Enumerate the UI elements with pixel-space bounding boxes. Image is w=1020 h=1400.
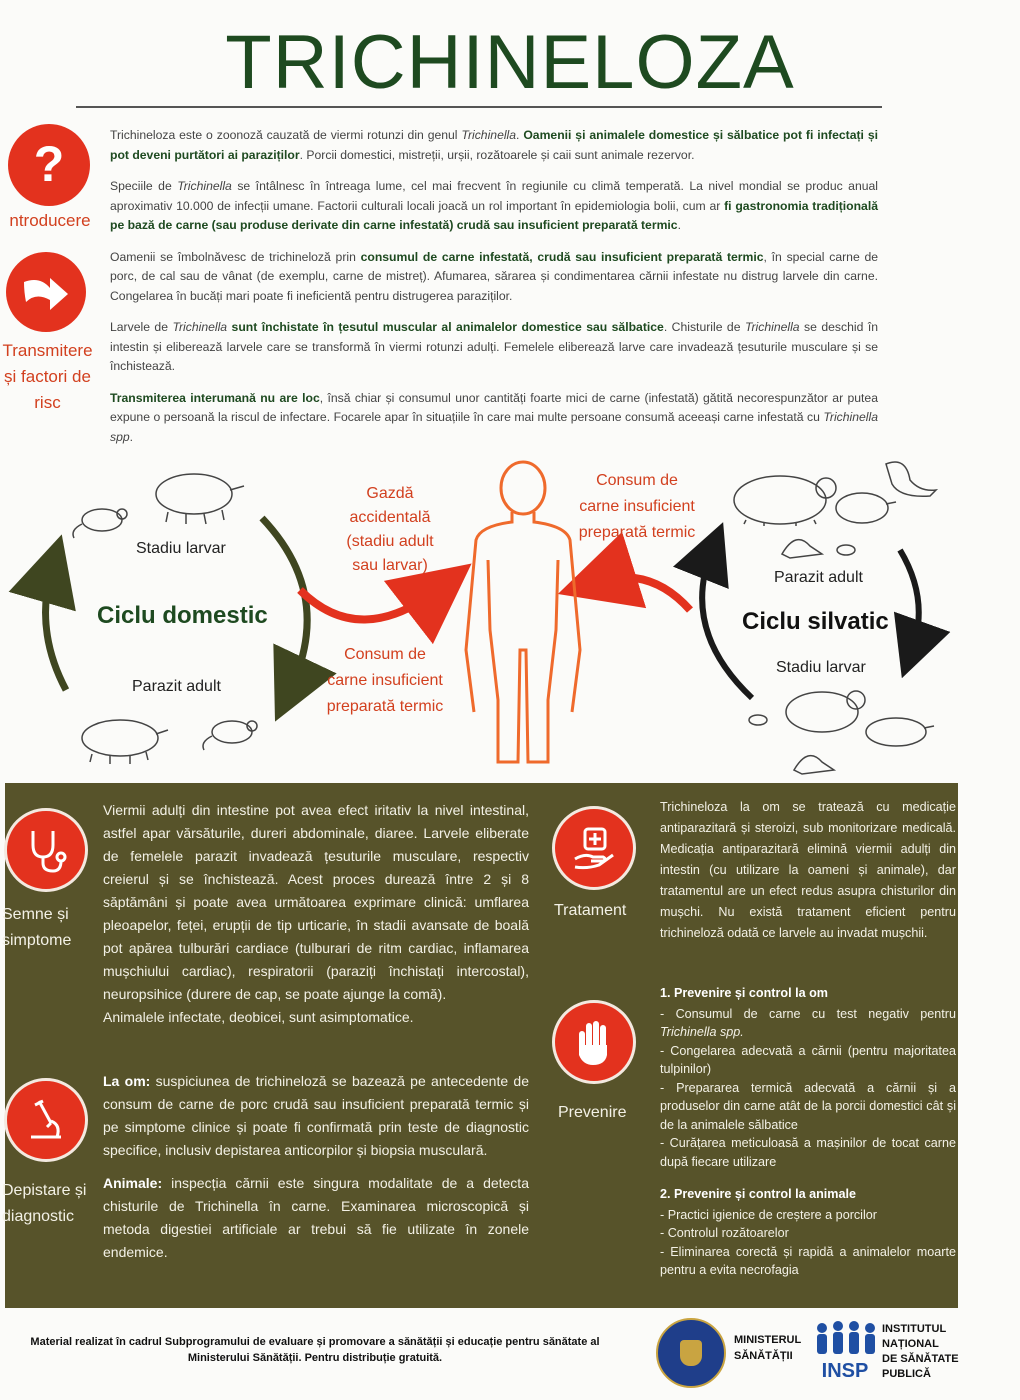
human-silhouette <box>466 462 580 762</box>
prevention-human-title: 1. Prevenire și control la om <box>660 986 828 1000</box>
svg-text:?: ? <box>33 136 65 192</box>
intro-paragraph-5: Transmiterea interumană nu are loc, însă chiar și consumul unor cantități foarte mici de carne (infestată) gătită necorespunzător ar putea expune o persoană la riscul de infectare. Focarele apar în situațiile în care mai multe persoane consumă aceeași carne infestată cu Trichinella spp. <box>110 390 878 444</box>
microscope-icon <box>4 1078 88 1162</box>
fox-icon-bottom <box>794 756 834 774</box>
treatment-label: Tratament <box>554 902 627 919</box>
prevention-animals-item-1: - Practici igienice de creștere a porcilor <box>660 1207 877 1222</box>
symptoms-label <box>2 902 71 954</box>
insp-logo <box>812 1320 878 1382</box>
stop-hand-icon <box>552 1000 636 1084</box>
symptoms-animals-note: Animalele infectate, deobicei, sunt asimptomatice. <box>103 1009 414 1025</box>
boar-icon-bottom <box>866 718 934 746</box>
transmission-label-line3: risc <box>34 393 61 412</box>
consumption-right-line3: preparată termic <box>578 524 696 541</box>
prevention-human-item-2: - Congelarea adecvată a cărnii (pentru majoritatea tulpinilor) <box>660 1043 956 1076</box>
bear-icon-bottom <box>786 691 865 732</box>
transmission-label-line2: și factori de <box>4 367 91 386</box>
consumption-left-line1: Consum de <box>344 646 426 663</box>
prevention-animals-item-2: - Controlul rozătoarelor <box>660 1226 789 1240</box>
insp-line2: NAȚIONAL <box>882 1338 939 1350</box>
transmission-label <box>0 338 95 416</box>
title-divider <box>76 106 882 108</box>
intro-text-block <box>110 126 878 459</box>
pig-icon-bottom <box>82 720 168 764</box>
medical-care-icon <box>552 806 636 890</box>
treatment-text: Trichineloza la om se tratează cu medicație antiparazitară și steroizi, sub monitorizare medicală. Medicația antiparazitară elimină viermii adulți din intestin (cu utilizare la oameni și animale), dar tratamentul are un efect redus asupra chisturilor din mușchi. Nu există tratament eficient pentru trichineloză odată ce larvele au invadat mușchii. <box>660 800 956 940</box>
diagnosis-animals: Animale: inspecția cărnii este singura modalitate de a detecta chisturile de Trichinella în carne. Examinarea microscopică și metoda digestiei artificiale ar trebui să fie utilizate în zonele endemice. <box>103 1175 529 1260</box>
stethoscope-icon <box>4 808 88 892</box>
red-arrow-right <box>596 577 690 610</box>
footer-disclaimer <box>20 1334 610 1366</box>
diagnosis-label <box>2 1178 86 1230</box>
sylvatic-larval-label: Stadiu larvar <box>776 659 866 676</box>
domestic-larval-label: Stadiu larvar <box>136 540 226 557</box>
mouse-icon-top <box>837 545 855 555</box>
symptoms-label-line1: Semne și <box>2 906 69 923</box>
government-seal-logo <box>656 1318 726 1388</box>
sylvatic-adult-label: Parazit adult <box>774 569 863 586</box>
intro-label: ntroducere <box>9 211 91 230</box>
insp-line1: INSTITUTUL <box>882 1323 947 1335</box>
diagnosis-label-line2: diagnostic <box>2 1208 75 1225</box>
seal-icon <box>886 462 936 496</box>
intro-paragraph-3: Oamenii se îmbolnăvesc de trichineloză prin consumul de carne infestată, crudă sau insuficient preparată termic, în special carne de porc, de cal sau de vânat (de exemplu, carne de mistreț). Afumarea, sărarea și condimentarea cărnii infestate nu distrug larvele din carne. Congelarea în bucăți mari poate fi ineficientă pentru distrugerea paraziților. <box>110 249 879 303</box>
bear-icon-top <box>734 476 836 526</box>
domestic-cycle-title: Ciclu domestic <box>97 602 268 629</box>
insp-logo-text: INSP <box>821 1360 869 1382</box>
rat-icon-top <box>73 509 127 538</box>
sylvatic-cycle-title: Ciclu silvatic <box>742 608 889 635</box>
consumption-right-line1: Consum de <box>596 472 678 489</box>
red-arrow-left <box>300 588 440 620</box>
consumption-left-line3: preparată termic <box>326 698 444 715</box>
consumption-right-label <box>566 468 708 546</box>
ministry-line1: MINISTERUL <box>734 1334 802 1346</box>
fox-icon-top <box>782 540 822 558</box>
sylvatic-arrow-down <box>900 550 919 650</box>
page-title: TRICHINELOZA <box>225 20 795 105</box>
pig-icon-top <box>156 474 244 524</box>
ministry-name <box>734 1332 801 1364</box>
domestic-arrow-up <box>46 568 66 690</box>
insp-line3: DE SĂNĂTATE <box>882 1353 959 1365</box>
diagnosis-human: La om: suspiciunea de trichineloză se bazează pe antecedente de consum de carne de porc crudă sau insuficient preparată termic și pe simptome clinice și poate fi confirmată prin teste de diagnostic specifice, inclusiv depistarea anticorpilor și biopsia musculară. <box>103 1073 530 1158</box>
insp-name <box>882 1322 959 1382</box>
intro-paragraph-1: Trichineloza este o zoonoză cauzată de viermi rotunzi din genul Trichinella. Oamenii și animalele domestice și sălbatice pot fi infectați și pot deveni purtători ai paraziților. Porcii domestici, mistreții, urșii, rozătoarele și caii sunt animale rezervor. <box>110 128 878 162</box>
footer-line1: Material realizat în cadrul Subprogramului de evaluare și promovare a sănătății și educație pentru sănătate al <box>30 1336 600 1348</box>
prevention-label: Prevenire <box>558 1104 627 1121</box>
prevention-animals-title: 2. Prevenire și control la animale <box>660 1187 856 1201</box>
footer-line2: Ministerului Sănătății. Pentru distribuție gratuită. <box>187 1352 443 1364</box>
symptoms-text <box>103 799 529 1029</box>
intro-paragraph-4: Larvele de Trichinella sunt închistate în țesutul muscular al animalelor domestice sau sălbatice. Chisturile de Trichinella se deschid în intestin și eliberează larvele care se transformă în viermi rotunzi adulți. Femelele eliberează larve care invadează țesuturile musculare și se închistează. <box>110 320 878 373</box>
intro-paragraph-2: Speciile de Trichinella se întâlnesc în întreaga lume, cel mai frecvent în regiunile cu climă temperată. La nivel mondial se produc anual aproximativ 10.000 de infecții umane. Factorii culturali locali joacă un rol important în epidemiologia bolii, cum ar fi gastronomia tradițională pe bază de carne (sau produse derivate din carne infestată) crudă sau insuficient preparată termic. <box>110 179 878 232</box>
accidental-host-line1: Gazdă <box>366 485 414 502</box>
share-arrow-icon <box>6 252 86 332</box>
boar-icon-top <box>836 493 896 523</box>
diagnosis-text <box>103 1070 529 1264</box>
domestic-arrow-down <box>262 518 307 690</box>
rat-icon-bottom <box>203 721 257 750</box>
accidental-host-line4: sau larvar) <box>352 557 428 574</box>
consumption-left-line2: carne insuficient <box>327 672 443 689</box>
accidental-host-label <box>330 482 450 578</box>
accidental-host-line2: accidentală <box>349 509 431 526</box>
symptoms-label-line2: simptome <box>2 932 72 949</box>
insp-line4: PUBLICĂ <box>882 1368 931 1380</box>
prevention-human-item-4: - Curățarea meticuloasă a mașinilor de tocat carne după fiecare utilizare <box>660 1136 956 1169</box>
symptoms-paragraph: Viermii adulți din intestine pot avea efect iritativ la nivel intestinal, astfel apar vărsăturile, dureri abdominale, diaree. Larvele eliberate de femelele parazit invadează țesuturile musculare, respectiv creierul și se închistează. Acest proces durează între 2 și 8 săptămâni și poate avea următoarea exprimare clinică: umflarea pleoapelor, feței, erupții de tip urticarie, în stadii avansate de boală pot apărea tulburări cardiace (tulburari de ritm cardiac, inflamarea mușchiului cardiac), respiratorii (paraziți închistați intercostal), neuropsihice (durere de cap, se poate ajunge la comă). <box>103 802 529 1002</box>
prevention-human-item-3: - Prepararea termică adecvată a cărnii și a produselor din carne atât de la porcii domestici cât și de la animalele sălbatice <box>660 1080 956 1132</box>
transmission-label-line1: Transmitere <box>2 341 93 360</box>
diagnosis-label-line1: Depistare și <box>2 1182 87 1199</box>
mouse-icon-bottom <box>749 715 767 725</box>
ministry-line2: SĂNĂTĂȚII <box>734 1350 793 1362</box>
consumption-right-line2: carne insuficient <box>579 498 695 515</box>
consumption-left-label <box>310 642 460 720</box>
prevention-text <box>660 984 956 1280</box>
question-icon <box>8 124 90 206</box>
prevention-animals-item-3: - Eliminarea corectă și rapidă a animalelor moarte pentru a evita necrofagia <box>660 1244 956 1277</box>
domestic-adult-label: Parazit adult <box>132 678 221 695</box>
accidental-host-line3: (stadiu adult <box>346 533 434 550</box>
prevention-human-item-1: - Consumul de carne cu test negativ pentru Trichinella spp. <box>660 1006 956 1039</box>
